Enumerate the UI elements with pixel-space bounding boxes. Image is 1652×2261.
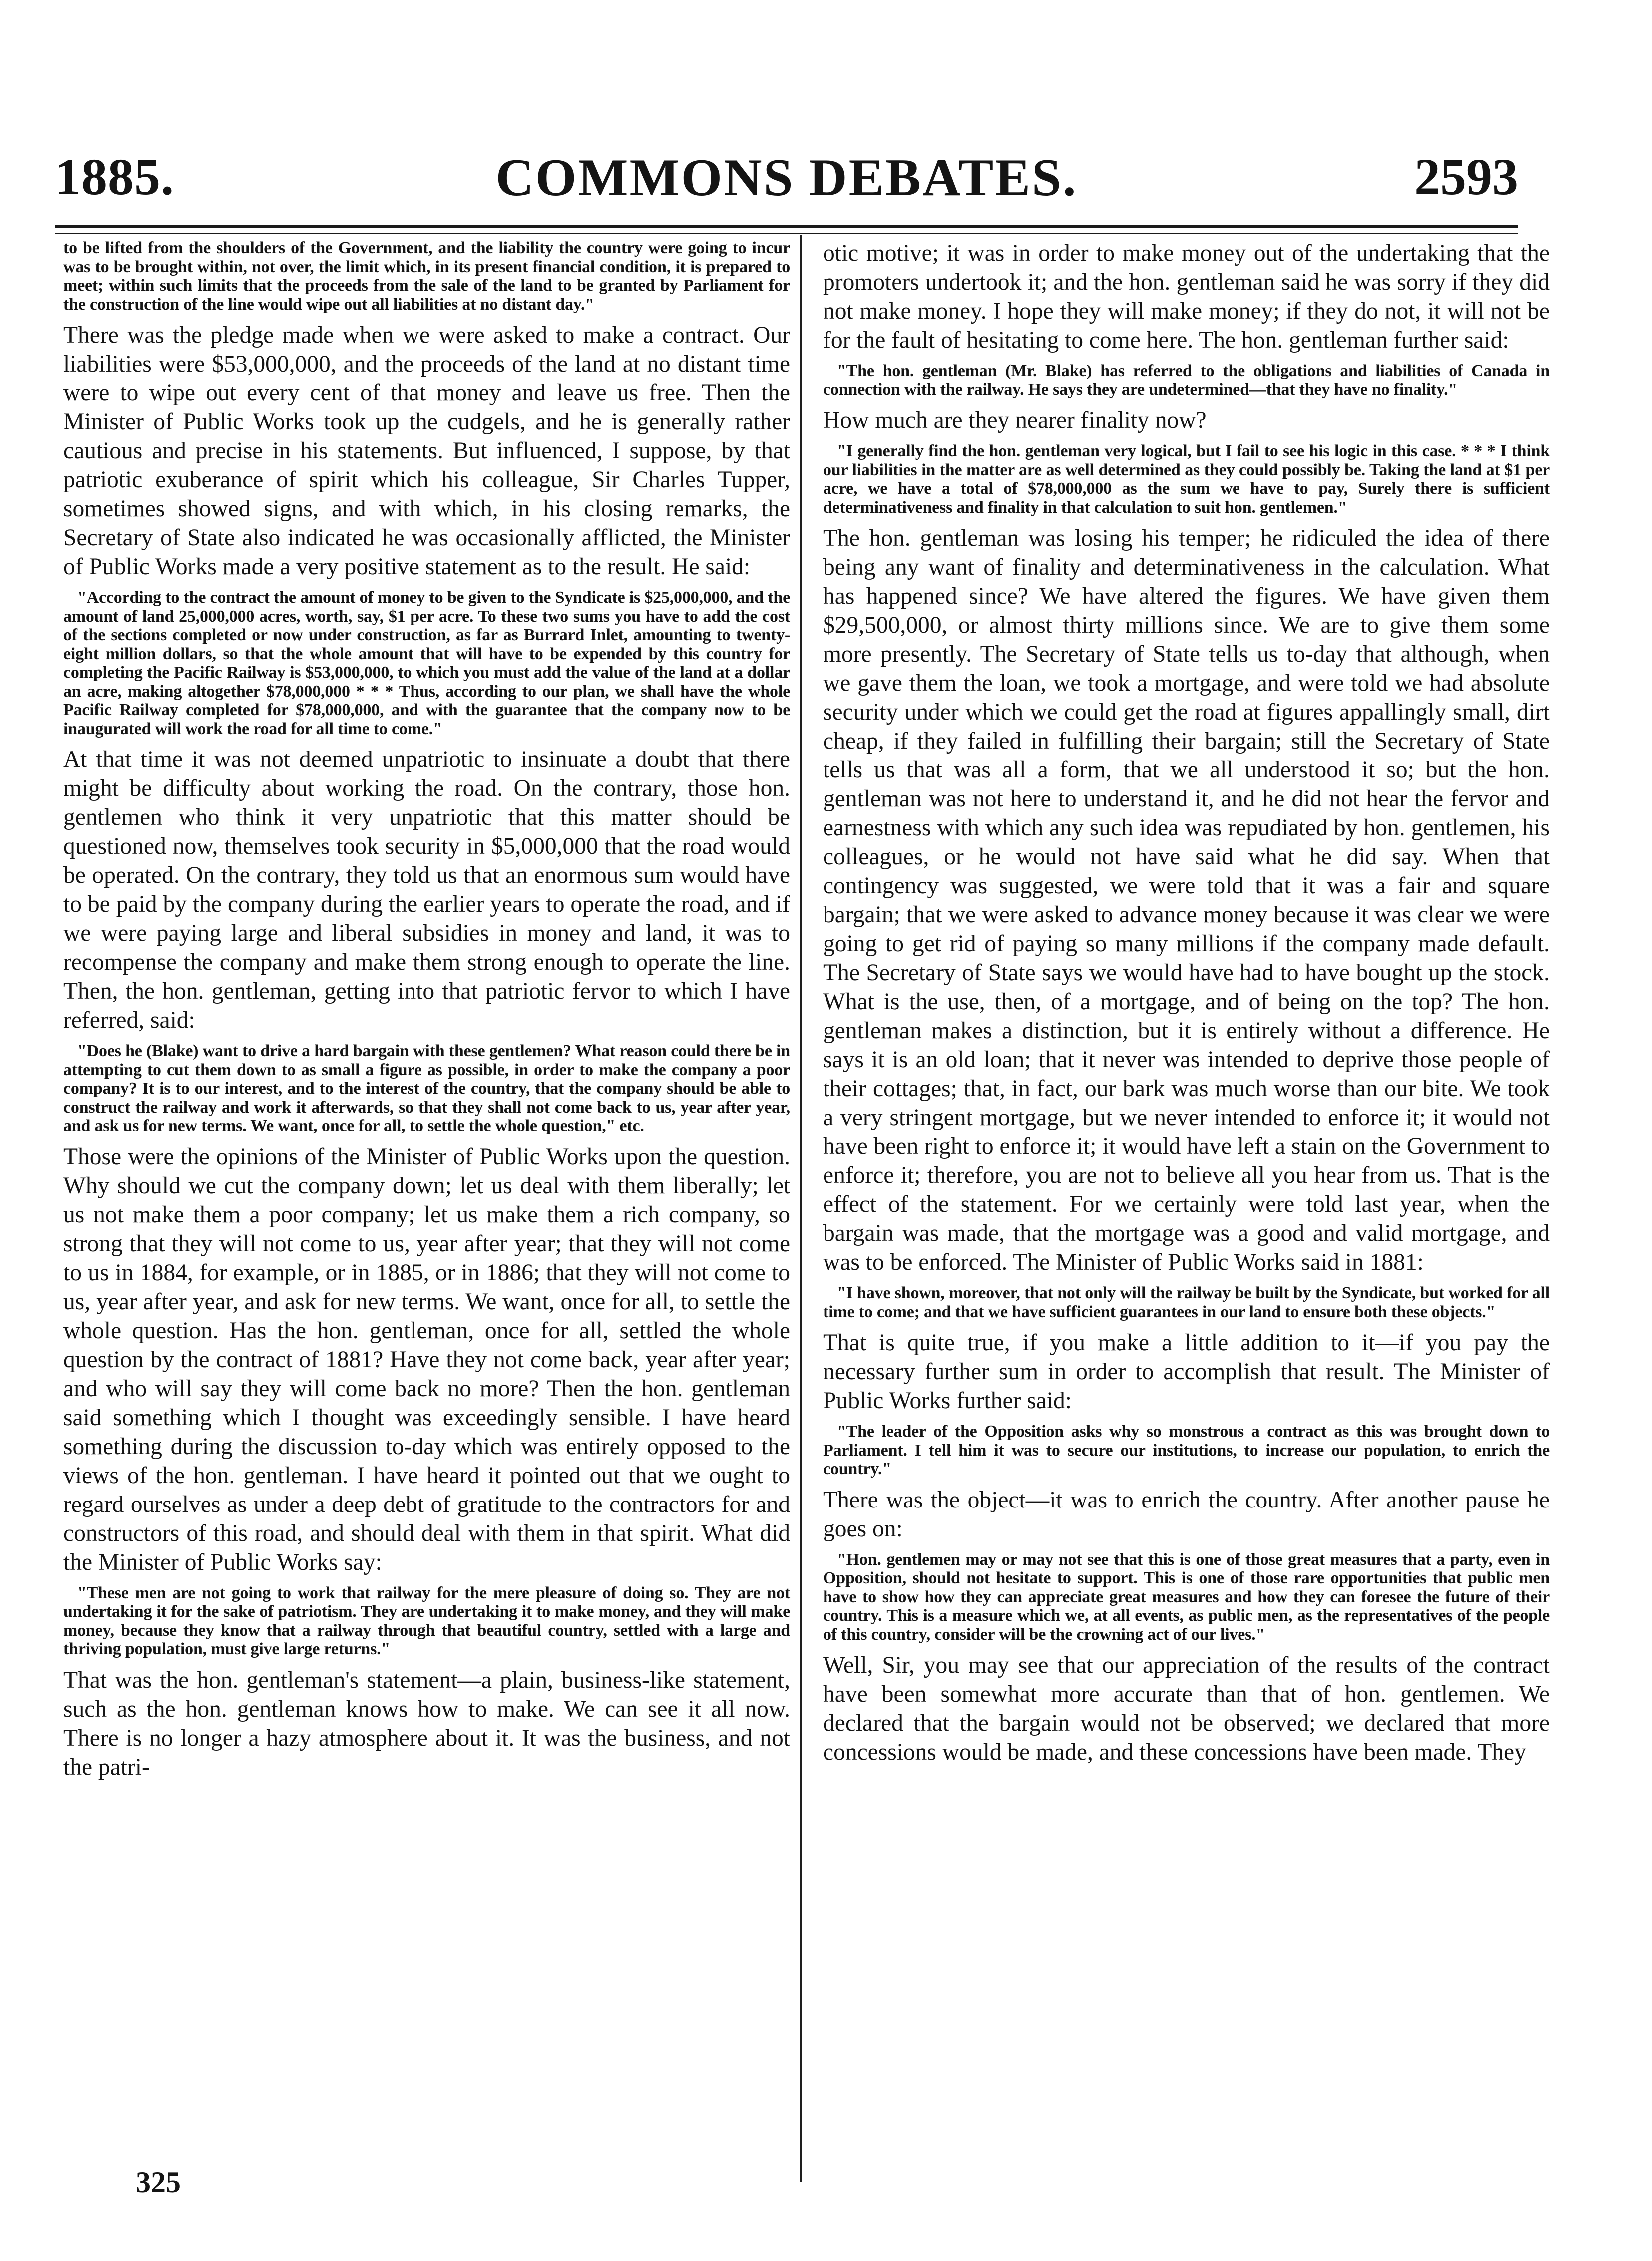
header-rule <box>55 225 1518 234</box>
paragraph: otic motive; it was in order to make money out of the undertaking that the promoters undertook it; and the hon. gentleman said he was sorry if they did not make money. I hope they will make money; if they do not, it will not be for the fault of hesitating to come here. The hon. gentleman further said: <box>823 240 1550 353</box>
paragraph: The hon. gentleman was losing his temper; he ridiculed the idea of there being any want of finality and determinativeness in the calculation. What has happened since? We have altered the figures. We have given them $29,500,000, or almost thirty millions since. We are to give them some more presently. The Secretary of State tells us to-day that although, when we gave them the loan, we took a mortgage, and were told we had absolute security under which we could get the road at figures appallingly small, dirt cheap, if they failed in fulfilling their bargain; still the Secretary of State tells us that was all a form, that we all understood it so; but the hon. gentleman was not here to understand it, and he did not hear the fervor and earnestness with which any such idea was repudiated by hon. gentlemen, his colleagues, or he would not have said what he did say. When that contingency was suggested, we were told that it was a fair and square bargain; that we were asked to advance money because it was clear we were going to get rid of paying so many millions if the company made default. The Secretary of State says we would have had to have bought up the stock. What is the use, then, of a mortgage, and of being on the top? The hon. gentleman makes a distinction, but it is entirely without a difference. He says it is an old loan; that it never was intended to deprive those people of their cottages; that, in fact, our bark was much worse than our bite. We took a very stringent mortgage, but we never intended to enforce it; it would not have been right to enforce it; it would have left a stain on the Government to enforce it; therefore, you are not to believe all you hear from us. That is the effect of the statement. For we certainly were told last year, when the bargain was made, that the mortgage was a good and valid mortgage, and was to be enforced. The Minister of Public Works said in 1881: <box>823 525 1550 1275</box>
signature-mark: 325 <box>136 2166 181 2199</box>
block-quote: "Does he (Blake) want to drive a hard bargain with these gentlemen? What reason could there be in attempting to cut them down to as small a figure as possible, in order to make the company a poor company? It is to our interest, and to the interest of the country, that the company should be able to construct the railway and work it afterwards, so that they shall not come back to us, year after year, and ask us for new terms. We want, once for all, to settle the whole question," etc. <box>63 1042 790 1135</box>
paragraph: Those were the opinions of the Minister of Public Works upon the question. Why should we cut the company down; let us deal with them liberally; let us not make them a poor company; let us make them a rich company, so strong that they will not come to us, year after year; that they will not come to us in 1884, for example, or in 1885, or in 1886; that they will not come to us, year after year, and ask for new terms. We want, once for all, to settle the whole question. Has the hon. gentleman, once for all, settled the whole question by the contract of 1881? Have they not come back, year after year; and who will say they will come back no more? Then the hon. gentleman said something which I thought was exceedingly sensible. I have heard something during the discussion to-day which was entirely opposed to the views of the hon. gentleman. I have heard it pointed out that we ought to regard ourselves as under a deep debt of gratitude to the contractors for and constructors of this road, and should deal with them in that spirit. What did the Minister of Public Works say: <box>63 1143 790 1575</box>
column-divider <box>800 235 802 2182</box>
right-column <box>823 239 1550 1770</box>
paragraph: That is quite true, if you make a little addition to it—if you pay the necessary further sum in order to accomplish that result. The Minister of Public Works further said: <box>823 1330 1550 1414</box>
paragraph: That was the hon. gentleman's statement—a plain, business-like statement, such as the hon. gentleman knows how to make. We can see it all now. There is no longer a hazy atmosphere about it. It was the business, and not the patri- <box>63 1667 790 1780</box>
block-quote: "The leader of the Opposition asks why so monstrous a contract as this was brought down to Parliament. I tell him it was to secure our institutions, to increase our population, to enrich the country." <box>823 1422 1550 1478</box>
paragraph: Well, Sir, you may see that our appreciation of the results of the contract have been somewhat more accurate than that of hon. gentlemen. We declared that the bargain would not be observed; we declared that more concessions would be made, and these concessions have been made. They <box>823 1652 1550 1765</box>
block-quote: "Hon. gentlemen may or may not see that this is one of those great measures that a party, even in Opposition, should not hesitate to support. This is one of those rare opportunities that public men have to show how they can appreciate great measures and how they can foresee the future of their country. This is a measure which we, at all events, as public men, as the representatives of the people of this country, consider will be the crowning act of our lives." <box>823 1550 1550 1644</box>
block-quote: "I generally find the hon. gentleman very logical, but I fail to see his logic in this case. * * * I think our liabilities in the matter are as well determined as they could possibly be. Taking the land at $1 per acre, we have a total of $78,000,000 as the sum we have to pay, Surely there is sufficient determinativeness and finality in that calculation to suit hon. gentlemen." <box>823 442 1550 517</box>
paragraph: At that time it was not deemed unpatriotic to insinuate a doubt that there might be difficulty about working the road. On the contrary, those hon. gentlemen who think it very unpatriotic that this matter should be questioned now, themselves took security in $5,000,000 that the road would be operated. On the contrary, they told us that an enormous sum would have to be paid by the company during the earlier years to operate the road, and if we were paying large and liberal subsidies in money and land, it was to recompense the company and make them strong enough to operate the line. Then, the hon. gentleman, getting into that patriotic fervor to which I have referred, said: <box>63 747 790 1033</box>
block-quote: "I have shown, moreover, that not only will the railway be built by the Syndicate, but worked for all time to come; and that we have sufficient guarantees in our land to ensure both these objects." <box>823 1284 1550 1321</box>
page-header <box>55 147 1518 207</box>
paragraph: There was the pledge made when we were asked to make a contract. Our liabilities were $53,000,000, and the proceeds of the land at no distant time were to wipe out every cent of that money and leave us free. Then the Minister of Public Works took up the cudgels, and he is generally rather cautious and precise in his statements. But influenced, I suppose, by that patriotic exuberance of spirit which his colleague, Sir Charles Tupper, sometimes showed signs, and with which, in his closing remarks, the Secretary of State also indicated he was occasionally afflicted, the Minister of Public Works made a very positive statement as to the result. He said: <box>63 322 790 580</box>
block-quote: "The hon. gentleman (Mr. Blake) has referred to the obligations and liabilities of Canada in connection with the railway. He says they are undetermined—that they have no finality." <box>823 362 1550 399</box>
header-title: COMMONS DEBATES. <box>495 148 1078 207</box>
block-quote: "These men are not going to work that railway for the mere pleasure of doing so. They are not undertaking it for the sake of patriotism. They are undertaking it to make money, and they will make money, because they know that a railway through that beautiful country, settled with a large and thriving population, must give large returns." <box>63 1583 790 1658</box>
block-quote: "According to the contract the amount of money to be given to the Syndicate is $25,000,000, and the amount of land 25,000,000 acres, worth, say, $1 per acre. To these two sums you have to add the cost of the sections completed or now under construction, as far as Burrard Inlet, amounting to twenty-eight million dollars, so that the whole amount that will have to be expended by this country for completing the Pacific Railway is $53,000,000, to which you must add the value of the land at a dollar an acre, making altogether $78,000,000 * * * Thus, according to our plan, we shall have the whole Pacific Railway completed for $78,000,000, and with the guarantee that the company now to be inaugurated will work the road for all time to come." <box>63 588 790 738</box>
block-quote: to be lifted from the shoulders of the Government, and the liability the country were going to incur was to be brought within, not over, the limit which, in its present financial condition, it is prepared to meet; within such limits that the proceeds from the sale of the land to be granted by Parliament for the construction of the line would wipe out all liabilities at no distant day." <box>63 239 790 314</box>
paragraph: How much are they nearer finality now? <box>823 407 1207 433</box>
header-year: 1885. <box>55 148 174 206</box>
page-number: 2593 <box>1414 148 1518 206</box>
left-column <box>63 239 790 1785</box>
paragraph: There was the object—it was to enrich the country. After another pause he goes on: <box>823 1487 1550 1542</box>
